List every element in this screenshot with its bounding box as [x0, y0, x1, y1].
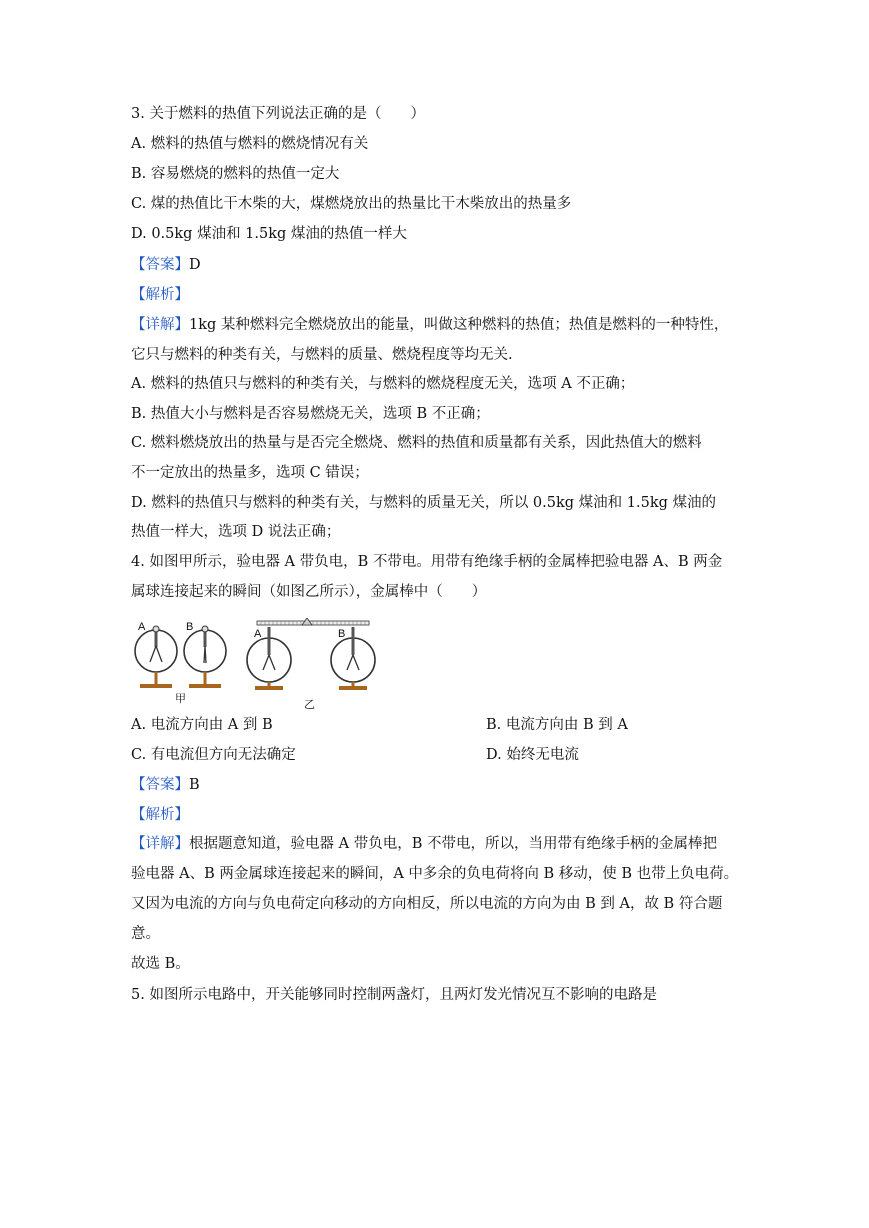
q3-option-b: B. 容易燃烧的燃料的热值一定大	[131, 166, 340, 182]
electroscope-b-yi	[331, 627, 375, 690]
label-a-yi: A	[254, 628, 262, 640]
electroscope-figure	[128, 618, 378, 710]
electroscope-a-jia	[135, 621, 177, 688]
electroscope-b-jia	[184, 621, 226, 688]
answer-tag: 【答案】	[131, 777, 189, 793]
q4-answer	[131, 775, 200, 795]
q4-analysis-tag	[131, 805, 189, 825]
q3-answer	[131, 255, 201, 275]
analysis-tag: 【解析】	[131, 287, 189, 303]
q3-stem: 3. 关于燃料的热值下列说法正确的是（ ）	[131, 106, 425, 122]
q3-detail-line-7: D. 燃料的热值只与燃料的种类有关，与燃料的质量无关，所以 0.5kg 煤油和 1.5kg 煤油的	[131, 495, 717, 511]
q3-option-c: C. 煤的热值比干木柴的大，煤燃烧放出的热量比干木柴放出的热量多	[131, 196, 572, 212]
q4-detail-line-1	[131, 834, 717, 854]
q4-option-c: C. 有电流但方向无法确定	[131, 747, 296, 763]
label-b-jia: B	[186, 621, 194, 633]
q3-detail-line-5: C. 燃料燃烧放出的热量与是否完全燃烧、燃料的热值和质量都有关系，因此热值大的燃料	[131, 435, 702, 451]
detail-text: 1kg 某种燃料完全燃烧放出的能量，叫做这种燃料的热值；热值是燃料的一种特性，	[189, 317, 729, 333]
q4-option-b: B. 电流方向由 B 到 A	[486, 717, 628, 733]
answer-value: D	[189, 257, 201, 273]
q4-stem-line-2: 属球连接起来的瞬间（如图乙所示），金属棒中（ ）	[131, 584, 487, 600]
q3-detail-line-6: 不一定放出的热量多，选项 C 错误；	[131, 465, 369, 481]
answer-value: B	[189, 777, 200, 793]
analysis-tag: 【解析】	[131, 807, 189, 823]
q4-detail-line-4: 意。	[131, 926, 160, 942]
q4-detail-line-3: 又因为电流的方向与负电荷定向移动的方向相反，所以电流的方向为由 B 到 A，故 B 符合题	[131, 896, 723, 912]
q3-detail-line-2: 它只与燃料的种类有关，与燃料的质量、燃烧程度等均无关.	[131, 347, 513, 363]
q4-option-d: D. 始终无电流	[486, 747, 579, 763]
detail-tag: 【详解】	[131, 317, 189, 333]
q3-detail-line-8: 热值一样大，选项 D 说法正确；	[131, 524, 341, 540]
answer-tag: 【答案】	[131, 257, 189, 273]
q3-detail-line-4: B. 热值大小与燃料是否容易燃烧无关，选项 B 不正确；	[131, 406, 490, 422]
label-a-jia: A	[138, 621, 146, 633]
caption-yi: 乙	[304, 698, 315, 710]
q4-option-a: A. 电流方向由 A 到 B	[131, 717, 273, 733]
metal-rod	[257, 618, 369, 625]
detail-text: 根据题意知道，验电器 A 带负电，B 不带电，所以，当用带有绝缘手柄的金属棒把	[189, 836, 717, 852]
q3-option-d: D. 0.5kg 煤油和 1.5kg 煤油的热值一样大	[131, 226, 407, 242]
q3-detail-line-1	[131, 315, 728, 335]
label-b-yi: B	[338, 628, 346, 640]
q4-conclusion: 故选 B。	[131, 956, 190, 972]
q3-analysis-tag	[131, 285, 189, 305]
detail-tag: 【详解】	[131, 836, 189, 852]
caption-jia: 甲	[175, 692, 186, 705]
q4-detail-line-2: 验电器 A、B 两金属球连接起来的瞬间，A 中多余的负电荷将向 B 移动，使 B 也带上负电荷。	[131, 866, 739, 882]
electroscope-a-yi	[247, 627, 291, 690]
q5-stem: 5. 如图所示电路中，开关能够同时控制两盏灯，且两灯发光情况互不影响的电路是	[131, 987, 657, 1003]
q4-stem-line-1: 4. 如图甲所示，验电器 A 带负电，B 不带电。用带有绝缘手柄的金属棒把验电器 A、B 两金	[131, 554, 723, 570]
q3-detail-line-3: A. 燃料的热值只与燃料的种类有关，与燃料的燃烧程度无关，选项 A 不正确；	[131, 376, 635, 392]
q3-option-a: A. 燃料的热值与燃料的燃烧情况有关	[131, 136, 369, 152]
